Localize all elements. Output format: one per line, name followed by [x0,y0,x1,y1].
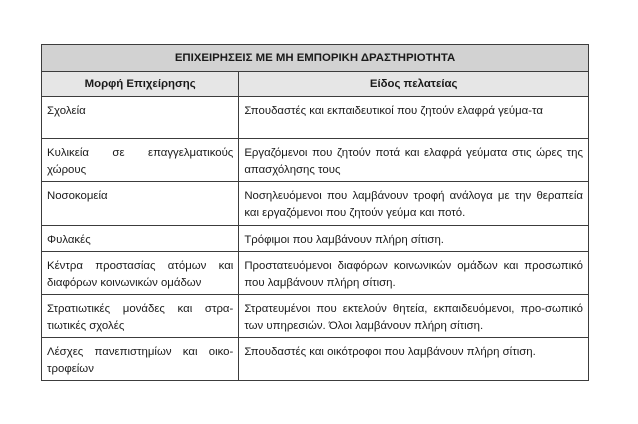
client-type-cell: Εργαζόμενοι που ζητούν ποτά και ελαφρά γεύματα στις ώρες της απασχόλησης τους [239,139,589,182]
client-type-cell: Σπουδαστές και οικότροφοι που λαμβάνουν πλήρη σίτιση. [239,338,589,381]
table-row [42,338,589,381]
column-header-business-form: Μορφή Επιχείρησης [42,72,239,97]
client-type-cell: Σπουδαστές και εκπαιδευτικοί που ζητούν ελαφρά γεύμα-τα [239,97,589,139]
business-form-cell: Σχολεία [42,97,239,139]
table-row [42,295,589,338]
business-form-cell: Φυλακές [42,226,239,252]
table-row [42,252,589,295]
client-type-cell: Τρόφιμοι που λαμβάνουν πλήρη σίτιση. [239,226,589,252]
business-form-cell: Λέσχες πανεπιστημίων και οικο-τροφείων [42,338,239,381]
column-header-client-type: Είδος πελατείας [239,72,589,97]
business-form-cell: Κέντρα προστασίας ατόμων και διαφόρων κοινωνικών ομάδων [42,252,239,295]
business-types-table [41,44,589,381]
business-form-cell: Νοσοκομεία [42,182,239,226]
table-title: ΕΠΙΧΕΙΡΗΣΕΙΣ ΜΕ ΜΗ ΕΜΠΟΡΙΚΗ ΔΡΑΣΤΗΡΙΟΤΗΤΑ [42,45,589,72]
table-row [42,97,589,139]
table-row [42,182,589,226]
business-form-cell: Κυλικεία σε επαγγελματικούς χώρους [42,139,239,182]
client-type-cell: Προστατευόμενοι διαφόρων κοινωνικών ομάδων και προσωπικό που λαμβάνουν πλήρη σίτιση. [239,252,589,295]
table-title-row [42,45,589,72]
client-type-cell: Στρατευμένοι που εκτελούν θητεία, εκπαιδευόμενοι, προ-σωπικό των υπηρεσιών. Όλοι λαμβάνουν πλήρη σίτιση. [239,295,589,338]
client-type-cell: Νοσηλευόμενοι που λαμβάνουν τροφή ανάλογα με την θεραπεία και εργαζόμενοι που ζητούν γεύμα και ποτό. [239,182,589,226]
table-row [42,139,589,182]
table-header-row [42,72,589,97]
table-row [42,226,589,252]
business-form-cell: Στρατιωτικές μονάδες και στρα-τιωτικές σχολές [42,295,239,338]
